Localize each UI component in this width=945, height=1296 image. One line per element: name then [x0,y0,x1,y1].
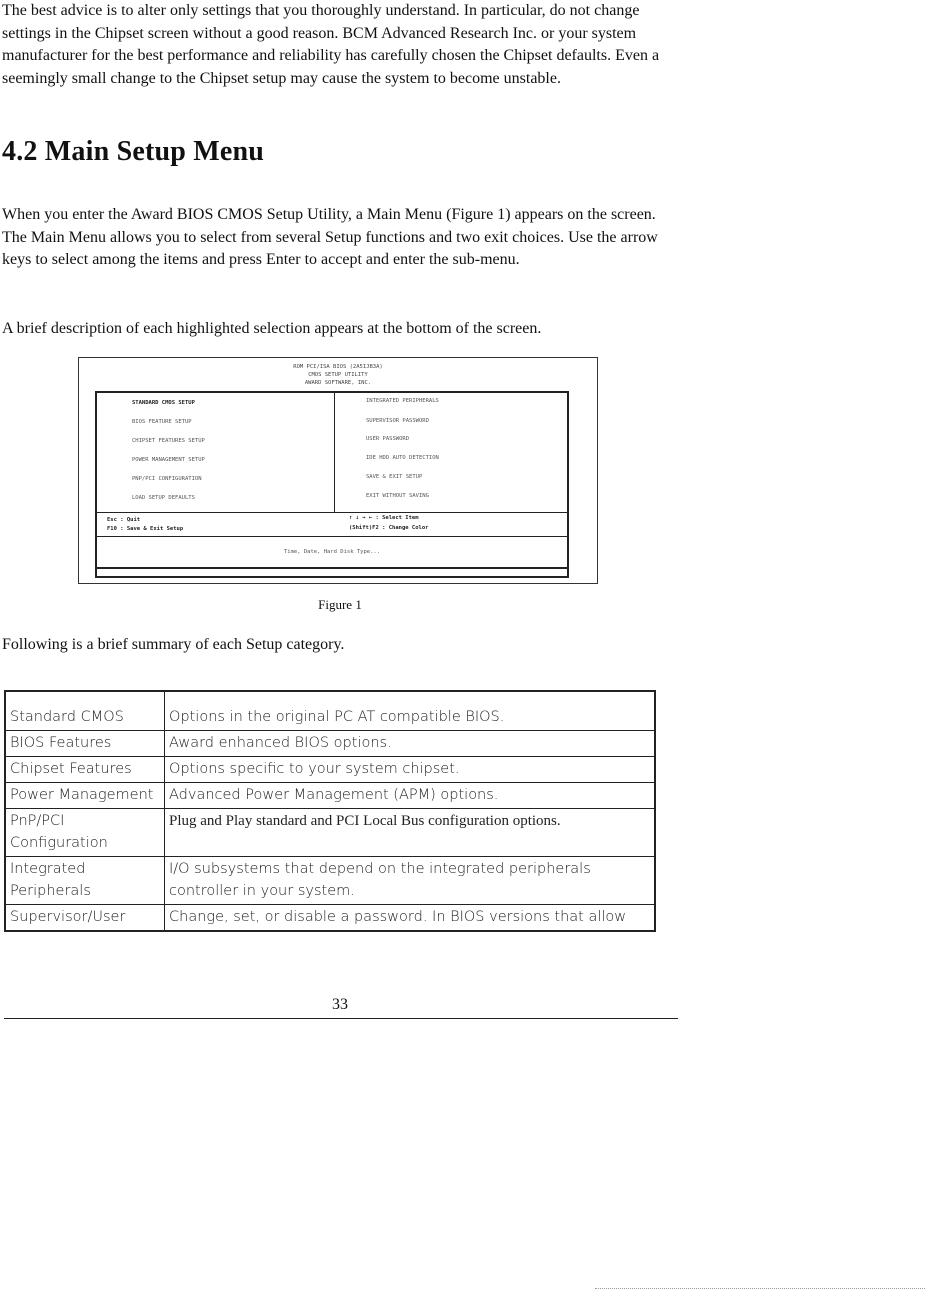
bios-menu-item: SAVE & EXIT SETUP [366,474,423,480]
summary-intro: Following is a brief summary of each Setup category. [2,636,345,653]
bios-key-color: (Shift)F2 : Change Color [349,525,429,531]
figure-caption: Figure 1 [318,597,362,612]
description-cell: Change, set, or disable a password. In BIOS versions that allow [165,905,656,932]
table-row [5,783,655,809]
bios-menu-item: LOAD SETUP DEFAULTS [132,495,195,501]
bios-header-line2: CMOS SETUP UTILITY [308,372,368,378]
table-row [5,731,655,757]
description-cell: Options specific to your system chipset. [165,757,656,783]
table-row [5,857,655,905]
bios-header-line1: ROM PCI/ISA BIOS (2A5IJB3A) [293,364,383,370]
bios-menu-item: BIOS FEATURE SETUP [132,419,192,425]
bios-menu-item: USER PASSWORD [366,436,410,442]
bios-menu-item: STANDARD CMOS SETUP [132,400,195,406]
page-number: 33 [332,996,348,1013]
bios-column-divider [334,393,335,512]
category-cell: Supervisor/User [5,905,165,932]
category-cell: PnP/PCI Configuration [5,809,165,857]
main-menu-paragraph: When you enter the Award BIOS CMOS Setup Utility, a Main Menu (Figure 1) appears on the screen. The Main Menu allows you to select from several Setup functions and two exit choices. Use the arrow keys to select among the items and press Enter to accept and enter the sub-menu. [2,206,658,268]
description-cell: Award enhanced BIOS options. [165,731,656,757]
bios-menu-item: PNP/PCI CONFIGURATION [132,476,202,482]
bios-menu-item: IDE HDD AUTO DETECTION [366,455,439,461]
setup-category-table [4,690,656,932]
bios-menu-item: SUPERVISOR PASSWORD [366,418,429,424]
category-cell: Integrated Peripherals [5,857,165,905]
description-paragraph: A brief description of each highlighted selection appears at the bottom of the screen. [2,320,542,337]
description-cell: Advanced Power Management (APM) options. [165,783,656,809]
bios-setup-figure [78,357,598,584]
bios-separator [97,512,567,513]
category-cell: BIOS Features [5,731,165,757]
category-cell: Power Management [5,783,165,809]
table-row [5,757,655,783]
table-row [5,691,655,731]
bios-separator [97,536,567,537]
bios-key-f10: F10 : Save & Exit Setup [107,526,184,532]
bios-menu-item: POWER MANAGEMENT SETUP [132,457,205,463]
category-cell: Chipset Features [5,757,165,783]
description-cell: Plug and Play standard and PCI Local Bus configuration options. [165,809,656,857]
bios-menu-item: EXIT WITHOUT SAVING [366,493,429,499]
description-cell: Options in the original PC AT compatible BIOS. [165,691,656,731]
table-row [5,809,655,857]
bios-menu-item: INTEGRATED PERIPHERALS [366,398,439,404]
bios-menu-frame [95,391,569,578]
category-cell: Standard CMOS [5,691,165,731]
bios-header-line3: AWARD SOFTWARE, INC. [304,380,372,386]
bios-menu-item: CHIPSET FEATURES SETUP [132,438,205,444]
scan-artifact [595,1288,925,1290]
section-heading: 4.2 Main Setup Menu [2,136,265,167]
description-cell: I/O subsystems that depend on the integrated peripherals controller in your system. [165,857,656,905]
table-row [5,905,655,932]
bios-key-select: ↑ ↓ → ← : Select Item [349,515,419,521]
bios-separator [97,567,567,569]
bios-status-line: Time, Date, Hard Disk Type... [283,549,381,555]
bios-key-esc: Esc : Quit [107,517,141,523]
footer-rule [4,1018,678,1019]
intro-paragraph: The best advice is to alter only settings that you thoroughly understand. In particular, do not change settings in the Chipset screen without a good reason. BCM Advanced Research Inc. or your system manufacturer for the best performance and reliability has carefully chosen the Chipset defaults. Even a seemingly small change to the Chipset setup may cause the system to become unstable. [2,2,660,87]
